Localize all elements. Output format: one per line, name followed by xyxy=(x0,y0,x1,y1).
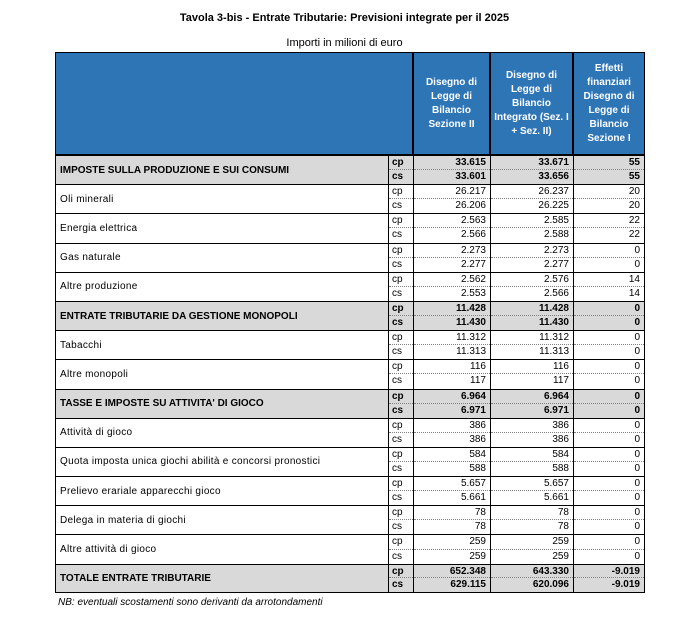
value-ddl-sezione-ii-cell xyxy=(413,360,490,388)
table-row xyxy=(55,184,645,213)
value-effetti-sezione-i-cell xyxy=(573,506,645,534)
value-effetti-sezione-i-cp: 55 xyxy=(574,156,644,170)
value-ddl-sezione-ii-cell xyxy=(413,565,490,592)
value-effetti-sezione-i-cell xyxy=(573,273,645,301)
revenue-table xyxy=(55,155,645,593)
table-row xyxy=(55,330,645,359)
row-tag-cs: cs xyxy=(392,462,402,474)
value-effetti-sezione-i-cs: 0 xyxy=(634,404,640,416)
value-effetti-sezione-i-cs: 22 xyxy=(628,229,640,241)
table-row xyxy=(55,418,645,447)
table-row xyxy=(55,243,645,272)
value-ddl-integrato-cell xyxy=(490,419,573,447)
value-ddl-integrato-cs: 11.430 xyxy=(538,317,569,329)
value-effetti-sezione-i-cell xyxy=(573,448,645,476)
row-tag-cp: cp xyxy=(389,214,413,228)
value-ddl-integrato-cell xyxy=(490,156,573,184)
row-tag-cp: cp xyxy=(389,302,413,316)
value-ddl-integrato-cs: 78 xyxy=(557,521,569,533)
value-ddl-integrato-cp: 11.428 xyxy=(491,302,573,316)
value-ddl-sezione-ii-cp: 116 xyxy=(414,360,490,374)
row-label: Altre produzione xyxy=(55,273,388,301)
value-ddl-sezione-ii-cs: 26.206 xyxy=(455,200,486,212)
row-label: Attività di gioco xyxy=(55,419,388,447)
table-row xyxy=(55,272,645,301)
value-ddl-sezione-ii-cell xyxy=(413,390,490,418)
value-effetti-sezione-i-cp: 20 xyxy=(574,185,644,199)
row-label: Tabacchi xyxy=(55,331,388,359)
row-tag-cs: cs xyxy=(392,579,404,591)
value-effetti-sezione-i-cp: 14 xyxy=(574,273,644,287)
table-row xyxy=(55,505,645,534)
row-tag-cell xyxy=(388,477,413,505)
row-tag-cp: cp xyxy=(389,185,413,199)
value-ddl-sezione-ii-cp: 5.657 xyxy=(414,477,490,491)
value-effetti-sezione-i-cell xyxy=(573,565,645,592)
value-effetti-sezione-i-cs: 0 xyxy=(634,521,640,533)
value-ddl-sezione-ii-cp: 584 xyxy=(414,448,490,462)
table-row xyxy=(55,534,645,563)
table-title: Tavola 3-bis - Entrate Tributarie: Previsioni integrate per il 2025 xyxy=(179,12,510,24)
value-ddl-integrato-cp: 26.237 xyxy=(491,185,573,199)
value-ddl-integrato-cp: 2.273 xyxy=(491,244,573,258)
value-ddl-integrato-cp: 78 xyxy=(491,506,573,520)
value-effetti-sezione-i-cp: 0 xyxy=(574,448,644,462)
value-ddl-integrato-cs: 6.971 xyxy=(543,404,569,416)
value-ddl-integrato-cell xyxy=(490,360,573,388)
table-row-total xyxy=(55,564,645,593)
table-row-total xyxy=(55,155,645,184)
value-effetti-sezione-i-cs: 0 xyxy=(634,433,640,445)
header-ddl-sezione-ii: Disegno di Legge di Bilancio Sezione II xyxy=(413,52,490,155)
footnote: NB: eventuali scostamenti sono derivanti da arrotondamenti xyxy=(58,597,323,608)
value-effetti-sezione-i-cp: 0 xyxy=(574,390,644,404)
value-ddl-integrato-cp: 259 xyxy=(491,535,573,549)
value-ddl-sezione-ii-cs: 629.115 xyxy=(450,579,486,591)
value-ddl-integrato-cs: 11.313 xyxy=(539,346,569,358)
value-ddl-sezione-ii-cp: 78 xyxy=(414,506,490,520)
row-tag-cp: cp xyxy=(389,448,413,462)
value-ddl-integrato-cell xyxy=(490,535,573,563)
row-tag-cp: cp xyxy=(389,360,413,374)
row-tag-cp: cp xyxy=(389,506,413,520)
value-ddl-sezione-ii-cp: 2.273 xyxy=(414,244,490,258)
value-effetti-sezione-i-cp: 22 xyxy=(574,214,644,228)
value-ddl-integrato-cp: 2.576 xyxy=(491,273,573,287)
value-effetti-sezione-i-cp: 0 xyxy=(574,302,644,316)
value-ddl-sezione-ii-cs: 588 xyxy=(469,462,486,474)
value-ddl-sezione-ii-cp: 259 xyxy=(414,535,490,549)
value-ddl-sezione-ii-cs: 78 xyxy=(474,521,486,533)
value-ddl-integrato-cs: 26.225 xyxy=(538,200,569,212)
table-row-total xyxy=(55,389,645,418)
value-ddl-integrato-cp: 6.964 xyxy=(491,390,573,404)
value-ddl-sezione-ii-cs: 2.566 xyxy=(460,229,486,241)
table-row xyxy=(55,213,645,242)
value-effetti-sezione-i-cs: 0 xyxy=(634,375,640,387)
row-tag-cs: cs xyxy=(392,258,402,270)
row-label: Prelievo erariale apparecchi gioco xyxy=(55,477,388,505)
value-ddl-integrato-cs: 117 xyxy=(553,375,569,387)
value-ddl-sezione-ii-cp: 26.217 xyxy=(414,185,490,199)
value-effetti-sezione-i-cell xyxy=(573,477,645,505)
value-effetti-sezione-i-cell xyxy=(573,156,645,184)
value-ddl-integrato-cell xyxy=(490,448,573,476)
value-ddl-sezione-ii-cp: 6.964 xyxy=(414,390,490,404)
value-ddl-integrato-cs: 2.277 xyxy=(543,258,569,270)
value-ddl-sezione-ii-cell xyxy=(413,156,490,184)
row-tag-cs: cs xyxy=(392,492,402,504)
value-ddl-sezione-ii-cp: 652.348 xyxy=(414,565,490,579)
row-tag-cp: cp xyxy=(389,156,413,170)
value-effetti-sezione-i-cp: 0 xyxy=(574,331,644,345)
row-tag-cs: cs xyxy=(392,200,402,212)
value-ddl-integrato-cp: 33.671 xyxy=(491,156,573,170)
value-effetti-sezione-i-cp: 0 xyxy=(574,506,644,520)
row-tag-cs: cs xyxy=(392,346,402,358)
value-effetti-sezione-i-cs: 0 xyxy=(634,317,640,329)
row-label: TOTALE ENTRATE TRIBUTARIE xyxy=(55,565,388,592)
header-label-column xyxy=(55,52,413,155)
value-ddl-sezione-ii-cell xyxy=(413,302,490,330)
value-ddl-sezione-ii-cell xyxy=(413,214,490,242)
row-tag-cell xyxy=(388,535,413,563)
value-effetti-sezione-i-cell xyxy=(573,331,645,359)
value-effetti-sezione-i-cell xyxy=(573,214,645,242)
value-ddl-integrato-cp: 11.312 xyxy=(491,331,573,345)
row-tag-cs: cs xyxy=(392,404,404,416)
value-ddl-integrato-cell xyxy=(490,273,573,301)
value-effetti-sezione-i-cell xyxy=(573,244,645,272)
row-tag-cell xyxy=(388,331,413,359)
value-effetti-sezione-i-cs: 0 xyxy=(634,492,640,504)
value-ddl-sezione-ii-cell xyxy=(413,535,490,563)
row-label: ENTRATE TRIBUTARIE DA GESTIONE MONOPOLI xyxy=(55,302,388,330)
value-ddl-integrato-cell xyxy=(490,477,573,505)
row-tag-cell xyxy=(388,156,413,184)
value-effetti-sezione-i-cs: 55 xyxy=(628,171,640,183)
value-effetti-sezione-i-cp: 0 xyxy=(574,244,644,258)
value-effetti-sezione-i-cs: 0 xyxy=(634,462,640,474)
value-ddl-integrato-cell xyxy=(490,565,573,592)
value-ddl-sezione-ii-cs: 2.277 xyxy=(460,258,486,270)
row-label: Oli minerali xyxy=(55,185,388,213)
row-label: Altre attività di gioco xyxy=(55,535,388,563)
row-tag-cell xyxy=(388,273,413,301)
value-ddl-sezione-ii-cp: 33.615 xyxy=(414,156,490,170)
table-row-total xyxy=(55,301,645,330)
value-effetti-sezione-i-cell xyxy=(573,360,645,388)
value-ddl-sezione-ii-cs: 11.313 xyxy=(456,346,486,358)
value-ddl-sezione-ii-cp: 2.562 xyxy=(414,273,490,287)
row-label: TASSE E IMPOSTE SU ATTIVITA' DI GIOCO xyxy=(55,390,388,418)
table-header xyxy=(55,52,645,155)
value-ddl-integrato-cell xyxy=(490,244,573,272)
value-ddl-integrato-cs: 33.656 xyxy=(538,171,569,183)
row-tag-cp: cp xyxy=(389,565,413,579)
row-tag-cs: cs xyxy=(392,317,404,329)
row-tag-cell xyxy=(388,506,413,534)
row-tag-cell xyxy=(388,565,413,592)
value-ddl-sezione-ii-cp: 11.312 xyxy=(414,331,490,345)
value-effetti-sezione-i-cs: 20 xyxy=(628,200,640,212)
row-tag-cell xyxy=(388,360,413,388)
value-ddl-integrato-cell xyxy=(490,390,573,418)
row-label: IMPOSTE SULLA PRODUZIONE E SUI CONSUMI xyxy=(55,156,388,184)
value-ddl-sezione-ii-cell xyxy=(413,185,490,213)
row-tag-cp: cp xyxy=(389,419,413,433)
value-ddl-sezione-ii-cell xyxy=(413,244,490,272)
row-label: Delega in materia di giochi xyxy=(55,506,388,534)
value-effetti-sezione-i-cs: -9.019 xyxy=(611,579,640,591)
value-ddl-integrato-cell xyxy=(490,331,573,359)
row-tag-cs: cs xyxy=(392,171,404,183)
value-ddl-sezione-ii-cp: 386 xyxy=(414,419,490,433)
value-ddl-sezione-ii-cs: 33.601 xyxy=(455,171,486,183)
value-ddl-integrato-cs: 588 xyxy=(552,462,569,474)
value-ddl-integrato-cell xyxy=(490,506,573,534)
row-label: Gas naturale xyxy=(55,244,388,272)
row-tag-cs: cs xyxy=(392,521,402,533)
header-ddl-integrato: Disegno di Legge di Bilancio Integrato (Sez. I + Sez. II) xyxy=(490,52,573,155)
value-effetti-sezione-i-cs: 0 xyxy=(634,550,640,562)
value-ddl-integrato-cell xyxy=(490,302,573,330)
value-effetti-sezione-i-cs: 0 xyxy=(634,258,640,270)
row-tag-cell xyxy=(388,244,413,272)
row-tag-cell xyxy=(388,390,413,418)
value-ddl-sezione-ii-cell xyxy=(413,419,490,447)
value-ddl-integrato-cs: 2.588 xyxy=(543,229,569,241)
row-tag-cell xyxy=(388,419,413,447)
row-label: Quota imposta unica giochi abilità e concorsi pronostici xyxy=(55,448,388,476)
row-tag-cp: cp xyxy=(389,477,413,491)
value-ddl-sezione-ii-cs: 5.661 xyxy=(460,492,486,504)
value-effetti-sezione-i-cp: 0 xyxy=(574,419,644,433)
row-tag-cs: cs xyxy=(392,433,402,445)
header-effetti-sezione-i: Effetti finanziari Disegno di Legge di Bilancio Sezione I xyxy=(573,52,645,155)
value-ddl-integrato-cp: 386 xyxy=(491,419,573,433)
value-ddl-integrato-cp: 2.585 xyxy=(491,214,573,228)
value-effetti-sezione-i-cs: 14 xyxy=(628,287,640,299)
value-ddl-integrato-cs: 259 xyxy=(552,550,569,562)
value-ddl-integrato-cs: 620.096 xyxy=(532,579,569,591)
table-row xyxy=(55,359,645,388)
value-ddl-sezione-ii-cs: 259 xyxy=(469,550,486,562)
value-ddl-sezione-ii-cell xyxy=(413,331,490,359)
value-ddl-integrato-cs: 2.566 xyxy=(543,287,569,299)
value-effetti-sezione-i-cell xyxy=(573,535,645,563)
row-tag-cell xyxy=(388,185,413,213)
value-ddl-integrato-cp: 643.330 xyxy=(491,565,573,579)
value-ddl-integrato-cs: 386 xyxy=(552,433,569,445)
value-effetti-sezione-i-cp: 0 xyxy=(574,535,644,549)
row-tag-cp: cp xyxy=(389,331,413,345)
value-effetti-sezione-i-cp: 0 xyxy=(574,477,644,491)
value-ddl-integrato-cp: 116 xyxy=(491,360,573,374)
row-tag-cell xyxy=(388,302,413,330)
value-ddl-sezione-ii-cs: 386 xyxy=(469,433,486,445)
value-ddl-integrato-cell xyxy=(490,214,573,242)
value-ddl-integrato-cs: 5.661 xyxy=(543,492,569,504)
row-tag-cp: cp xyxy=(389,535,413,549)
value-effetti-sezione-i-cell xyxy=(573,419,645,447)
row-tag-cs: cs xyxy=(392,287,402,299)
table-subtitle: Importi in milioni di euro xyxy=(286,37,403,49)
row-tag-cs: cs xyxy=(392,550,402,562)
value-effetti-sezione-i-cp: 0 xyxy=(574,360,644,374)
row-tag-cp: cp xyxy=(389,244,413,258)
value-ddl-sezione-ii-cell xyxy=(413,477,490,505)
value-ddl-sezione-ii-cp: 2.563 xyxy=(414,214,490,228)
value-effetti-sezione-i-cell xyxy=(573,302,645,330)
row-tag-cs: cs xyxy=(392,375,402,387)
table-row xyxy=(55,447,645,476)
row-tag-cp: cp xyxy=(389,390,413,404)
value-ddl-sezione-ii-cs: 6.971 xyxy=(460,404,486,416)
value-ddl-integrato-cp: 584 xyxy=(491,448,573,462)
row-label: Energia elettrica xyxy=(55,214,388,242)
value-ddl-sezione-ii-cell xyxy=(413,506,490,534)
value-ddl-integrato-cp: 5.657 xyxy=(491,477,573,491)
value-ddl-integrato-cell xyxy=(490,185,573,213)
value-ddl-sezione-ii-cell xyxy=(413,273,490,301)
table-row xyxy=(55,476,645,505)
row-tag-cp: cp xyxy=(389,273,413,287)
value-effetti-sezione-i-cp: -9.019 xyxy=(574,565,644,579)
row-tag-cs: cs xyxy=(392,229,402,241)
row-label: Altre monopoli xyxy=(55,360,388,388)
value-effetti-sezione-i-cell xyxy=(573,185,645,213)
row-tag-cell xyxy=(388,214,413,242)
value-effetti-sezione-i-cell xyxy=(573,390,645,418)
row-tag-cell xyxy=(388,448,413,476)
value-ddl-sezione-ii-cs: 2.553 xyxy=(460,287,486,299)
value-ddl-sezione-ii-cell xyxy=(413,448,490,476)
value-ddl-sezione-ii-cs: 117 xyxy=(470,375,486,387)
value-effetti-sezione-i-cs: 0 xyxy=(634,346,640,358)
value-ddl-sezione-ii-cp: 11.428 xyxy=(414,302,490,316)
value-ddl-sezione-ii-cs: 11.430 xyxy=(455,317,486,329)
